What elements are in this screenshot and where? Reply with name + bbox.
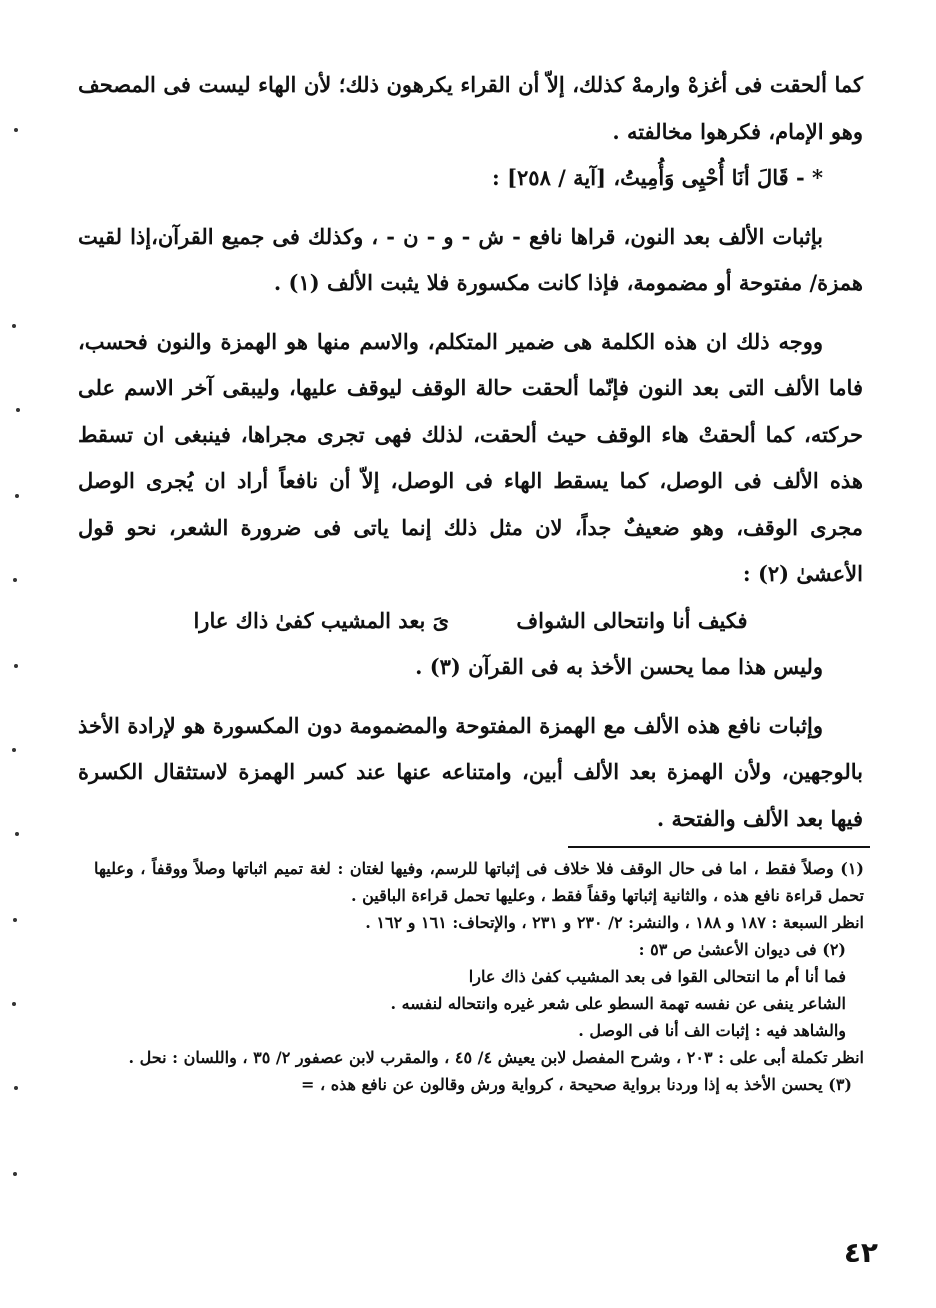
footnote-1-reference: انظر السبعة : ١٨٧ و ١٨٨ ، والنشر: ٢/ ٢٣٠ و ٢٣١ ، والإتحاف: ١٦١ و ١٦٢ . <box>365 913 864 932</box>
verse-hemistich-first: فكيف أنا وانتحالى الشواف <box>516 607 748 633</box>
scan-speck <box>13 918 17 922</box>
footnote-1: (١) وصلاً فقط ، اما فى حال الوقف فلا خلاف فى إثباتها للرسم، وفيها لغتان : لغة تميم اثباتها وصلاً ووقفاً ، وعليها تحمل قراءة نافع هذه ، والثانية إثباتها وقفاً فقط ، وعليها تحمل قراءة الباقين . <box>94 859 864 905</box>
footnote-2-line: الشاعر ينفى عن نفسه تهمة السطو على شعر غيره وانتحاله لنفسه . <box>390 994 846 1013</box>
verse-heading: * - قَالَ أنَا أُحْيِى وَأُمِيتُ، [آية / ٢٥٨] : <box>492 165 823 190</box>
footnote-2-reference: انظر تكملة أبى على : ٢٠٣ ، وشرح المفصل لابن يعيش ٤/ ٤٥ ، والمقرب لابن عصفور ٢/ ٣٥ ، واللسان : نحل . <box>128 1048 864 1067</box>
scan-speck <box>12 748 16 752</box>
paragraph: وإثبات نافع هذه الألف مع الهمزة المفتوحة والمضمومة دون المكسورة هو لإرادة الأخذ بالوجهين، ولأن الهمزة بعد الألف أبين، وامتناعه عنها عند كسر الهمزة لاستثقال الكسرة فيها بعد الألف والفتحة . <box>78 712 863 831</box>
page-number: ٤٢ <box>843 1236 878 1269</box>
poem-verse <box>78 598 863 645</box>
paragraph: بإثبات الألف بعد النون، قراها نافع - ش - و - ن - ، وكذلك فى جميع القرآن،إذا لقيت همزة/ مفتوحة أو مضمومة، فإذا كانت مكسورة فلا يثبت الألف (١) . <box>78 223 863 295</box>
scan-speck <box>14 128 18 132</box>
scan-speck <box>14 664 18 668</box>
scan-speck <box>13 1172 17 1176</box>
scan-speck <box>13 578 17 582</box>
footnote-3: (٣) يحسن الأخذ به إذا وردنا برواية صحيحة ، كرواية ورش وقالون عن نافع هذه ، = <box>301 1075 852 1094</box>
footnote-2-line: والشاهد فيه : إثبات الف أنا فى الوصل . <box>578 1021 846 1040</box>
scan-speck <box>12 324 16 328</box>
main-text <box>78 62 863 842</box>
paragraph: وليس هذا مما يحسن الأخذ به فى القرآن (٣) . <box>415 654 823 679</box>
scan-speck <box>15 494 19 498</box>
verse-hemistich-second: ىَ بعد المشيب كفىٰ ذاك عارا <box>193 607 450 633</box>
scan-speck <box>12 1002 16 1006</box>
scan-speck <box>15 832 19 836</box>
footnotes <box>94 855 864 1098</box>
paragraph-continuation: كما ألحقت فى أغزهْ وارمهْ كذلك، إلاّ أن القراء يكرهون ذلك؛ لأن الهاء ليست فى المصحف وهو الإمام، فكرهوا مخالفته . <box>78 72 863 144</box>
footnote-2-verse: فما أنا أم ما انتحالى القوا فى بعد المشيب كفىٰ ذاك عارا <box>468 967 846 986</box>
scan-speck <box>16 408 20 412</box>
scan-speck <box>14 1086 18 1090</box>
footnote-separator <box>568 846 870 848</box>
paragraph: ووجه ذلك ان هذه الكلمة هى ضمير المتكلم، والاسم منها هو الهمزة والنون فحسب، فاما الألف التى بعد النون فإنّما ألحقت حالة الوقف ليوقف عليها، وليبقى آخر الاسم على حركته، كما ألحقتْ هاء الوقف حيث ألحقت، لذلك فهى تجرى مجراها، فينبغى ان تسقط هذه الألف فى الوصل، كما يسقط الهاء فى الوصل، إلاّ أن نافعاً أراد ان يُجرى الوصل مجرى الوقف، وهو ضعيفٌ جداً، لان مثل ذلك إنما ياتى فى ضرورة الشعر، نحو قول الأعشىٰ (٢) : <box>78 328 863 586</box>
footnote-2: (٢) فى ديوان الأعشىٰ ص ٥٣ : <box>638 940 846 959</box>
